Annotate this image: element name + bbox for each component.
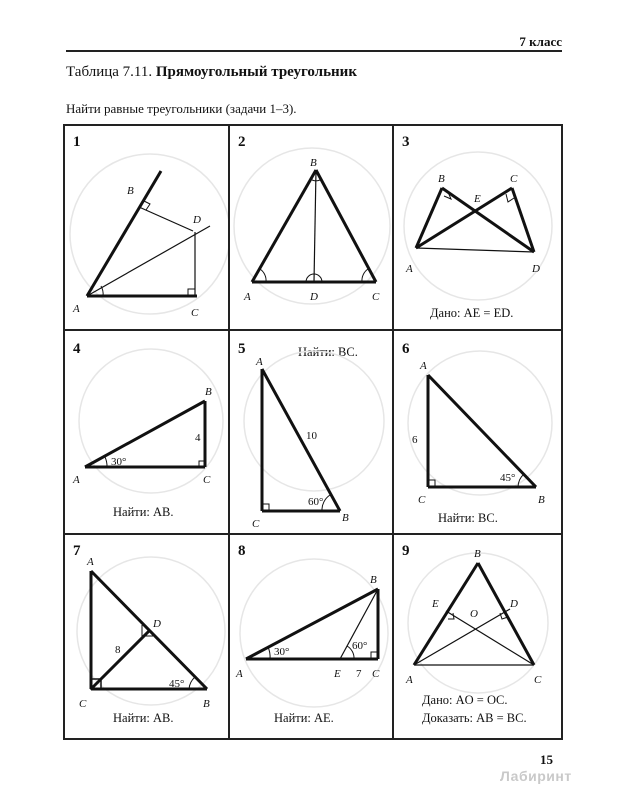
side-label: 8: [115, 644, 121, 656]
vertex-label: A: [236, 668, 243, 680]
problem-cell-3: [394, 126, 561, 329]
vertex-label: B: [474, 548, 481, 560]
problem-cell-6: [394, 331, 561, 533]
side-label: 7: [356, 668, 362, 680]
problem-number: 6: [402, 341, 410, 357]
vertex-label: A: [406, 674, 413, 686]
problem-cell-9: [394, 535, 561, 738]
vertex-label: A: [420, 360, 427, 372]
angle-label: 30°: [274, 646, 290, 658]
vertex-label: C: [203, 474, 211, 486]
figure-8: [230, 535, 392, 738]
side-label: 6: [412, 434, 418, 446]
vertex-label: D: [153, 618, 161, 630]
vertex-label: D: [532, 263, 540, 275]
angle-label: 60°: [352, 640, 368, 652]
figure-1: [65, 126, 228, 329]
vertex-label: C: [510, 173, 518, 185]
problem-caption: Найти: BC.: [438, 511, 498, 525]
figure-6: [394, 331, 561, 533]
problem-caption: Дано: AO = OC.: [422, 693, 508, 707]
problem-caption-prove: Доказать: AB = BC.: [422, 711, 527, 725]
header-rule: [66, 50, 562, 52]
problem-number: 2: [238, 134, 246, 150]
vertex-label: A: [244, 291, 251, 303]
vertex-label: B: [310, 157, 317, 169]
side-label: 4: [195, 432, 201, 444]
problem-cell-4: [65, 331, 228, 533]
vertex-label: B: [203, 698, 210, 710]
table-number: Таблица 7.11.: [66, 64, 153, 80]
task-instruction: Найти равные треугольники (задачи 1–3).: [66, 101, 297, 116]
problem-caption: Найти: AB.: [113, 505, 174, 519]
problem-cell-1: [65, 126, 228, 329]
figure-3: [394, 126, 561, 329]
problem-number: 8: [238, 543, 246, 559]
vertex-label: E: [334, 668, 341, 680]
figure-5: [230, 331, 392, 533]
figure-2: [230, 126, 392, 329]
vertex-label: B: [538, 494, 545, 506]
vertex-label: B: [342, 512, 349, 524]
vertex-label: A: [73, 474, 80, 486]
vertex-label: C: [79, 698, 87, 710]
vertex-label: A: [406, 263, 413, 275]
problem-number: 7: [73, 543, 81, 559]
vertex-label: B: [127, 185, 134, 197]
problem-cell-2: [230, 126, 392, 329]
vertex-label: B: [438, 173, 445, 185]
vertex-label: C: [534, 674, 542, 686]
vertex-label: D: [510, 598, 518, 610]
vertex-label: C: [418, 494, 426, 506]
vertex-label: B: [205, 386, 212, 398]
problem-cell-7: [65, 535, 228, 738]
vertex-label: A: [87, 556, 94, 568]
angle-label: 30°: [111, 456, 127, 468]
problem-number: 9: [402, 543, 410, 559]
problem-number: 5: [238, 341, 246, 357]
figure-4: [65, 331, 228, 533]
vertex-label: E: [474, 193, 481, 205]
vertex-label: A: [73, 303, 80, 315]
problem-number: 4: [73, 341, 81, 357]
problem-caption: Найти: BC.: [298, 345, 358, 359]
side-label: 10: [306, 430, 317, 442]
angle-label: 60°: [308, 496, 324, 508]
grade-label: 7 класс: [519, 34, 562, 49]
figure-7: [65, 535, 228, 738]
vertex-label: D: [193, 214, 201, 226]
angle-label: 45°: [169, 678, 185, 690]
problem-caption: Дано: AE = ED.: [430, 306, 514, 320]
page-number: 15: [540, 752, 553, 767]
vertex-label: B: [370, 574, 377, 586]
problem-caption: Найти: AE.: [274, 711, 334, 725]
problem-cell-5: [230, 331, 392, 533]
vertex-label: C: [191, 307, 199, 319]
watermark-logo: Лабиринт: [500, 768, 572, 784]
problem-number: 3: [402, 134, 410, 150]
problem-number: 1: [73, 134, 81, 150]
vertex-label: E: [432, 598, 439, 610]
vertex-label: C: [372, 668, 380, 680]
problem-cell-8: [230, 535, 392, 738]
vertex-label: O: [470, 608, 478, 620]
angle-label: 45°: [500, 472, 516, 484]
table-name: Прямоугольный треугольник: [155, 64, 357, 80]
vertex-label: D: [310, 291, 318, 303]
vertex-label: A: [256, 356, 263, 368]
vertex-label: C: [252, 518, 260, 530]
vertex-label: C: [372, 291, 380, 303]
page-title: [66, 64, 357, 81]
problem-caption: Найти: AB.: [113, 711, 174, 725]
